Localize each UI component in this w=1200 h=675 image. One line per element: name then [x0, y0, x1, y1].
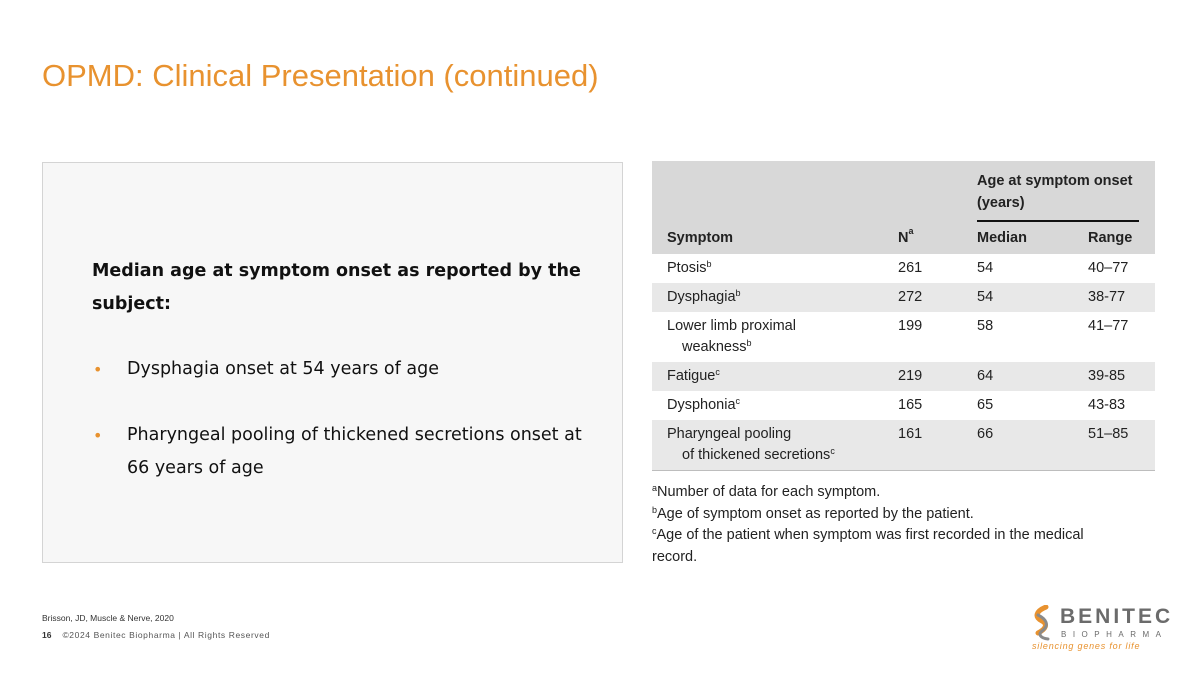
slide-footer	[42, 630, 270, 640]
column-header-symptom: Symptom	[652, 222, 898, 254]
footnote: $^b$Age of symptom onset as reported by the patient.	[652, 504, 974, 522]
logo-tagline: silencing genes for life	[1032, 641, 1141, 651]
logo-subname: BIOPHARMA	[1061, 630, 1168, 639]
summary-panel	[42, 162, 623, 563]
bullet-dot-icon: •	[93, 426, 103, 445]
logo-helix-icon	[1030, 605, 1056, 641]
logo-name: BENITEC	[1060, 605, 1174, 628]
bullet-dot-icon: •	[93, 360, 103, 379]
column-header-median: Median	[977, 222, 1088, 254]
copyright: ©2024 Benitec Biopharma | All Rights Reserved	[62, 630, 270, 640]
summary-bullet: • Pharyngeal pooling of thickened secretions onset at 66 years of age	[92, 419, 582, 485]
table-footnotes	[652, 482, 1132, 568]
table-row: Ptosis$^b$ 261 54 40–77	[667, 259, 1129, 276]
symptom-table	[652, 161, 1155, 471]
table-row: Lower limb proximal weakness$^b$ 199 58 41–77	[667, 318, 1129, 355]
table-row: Fatigue$^c$ 219 64 39-85	[652, 362, 1155, 391]
page-number: 16	[42, 630, 52, 640]
summary-heading: Median age at symptom onset as reported by the subject:	[92, 261, 581, 314]
footnote: $^c$Age of the patient when symptom was first recorded in the medical record.	[652, 526, 1084, 565]
summary-bullet: • Dysphagia onset at 54 years of age	[92, 353, 582, 386]
age-group-header: Age at symptom onset (years)	[977, 161, 1139, 222]
table-row: Dysphagia$^b$ 272 54 38-77	[652, 283, 1155, 312]
table-row: Dysphonia$^c$ 165 65 43-83	[667, 396, 1126, 413]
table-row: Pharyngeal pooling of thickened secretions$^c$ 161 66 51–85	[652, 420, 1155, 470]
source-citation: Brisson, JD, Muscle & Nerve, 2020	[42, 613, 174, 623]
summary-bullet-list	[92, 353, 582, 485]
column-header-n: $N^a$	[898, 222, 977, 254]
footnote: $^a$Number of data for each symptom.	[652, 483, 881, 500]
column-header-range: Range	[1088, 222, 1155, 254]
slide-title: OPMD: Clinical Presentation (continued)	[42, 58, 599, 93]
company-logo	[1028, 605, 1178, 653]
